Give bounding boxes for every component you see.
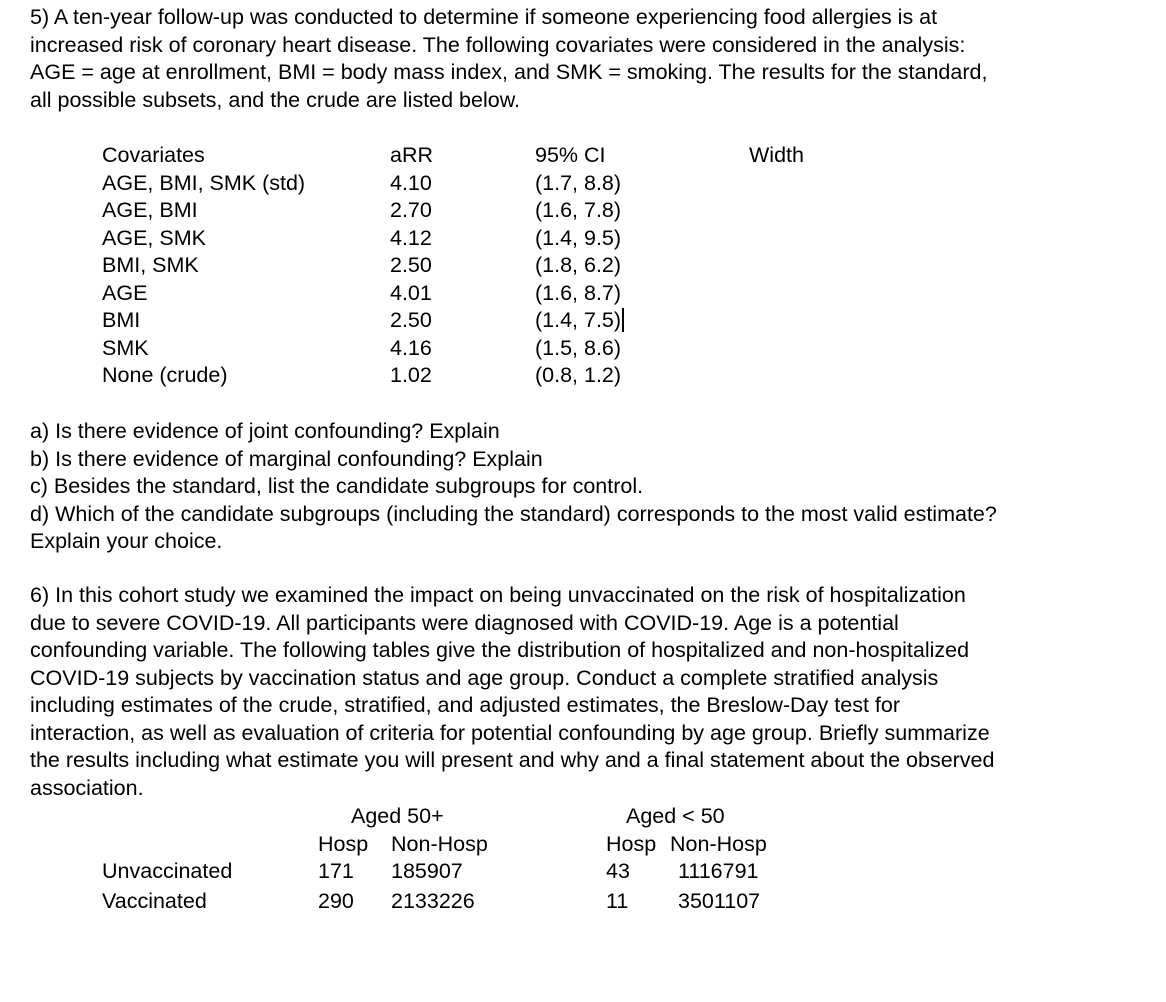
cell-arr: 2.70 (390, 198, 432, 222)
q6-line: including estimates of the crude, stratified, and adjusted estimates, the Breslow-Day test for (30, 693, 900, 717)
cell-width[interactable] (749, 280, 869, 308)
header-covariates: Covariates (102, 143, 205, 167)
table-row (102, 307, 869, 335)
cell-arr: 4.16 (390, 335, 432, 360)
subquestion-b: b) Is there evidence of marginal confounding? Explain (30, 446, 543, 471)
cell-width[interactable] (749, 307, 869, 335)
table-row (102, 225, 869, 253)
q5-intro (30, 4, 987, 114)
subquestion-d-cont: Explain your choice. (30, 529, 223, 553)
header-width: Width (749, 143, 804, 167)
group-title-aged-under-50: Aged < 50 (626, 804, 725, 828)
q5-line: AGE = age at enrollment, BMI = body mass index, and SMK = smoking. The results for the standard, (30, 60, 988, 84)
cell-width[interactable] (749, 170, 869, 198)
cell-ci: (1.5, 8.6) (535, 335, 622, 360)
cell-arr: 4.10 (390, 170, 432, 195)
table-row (102, 280, 869, 308)
q6-line: due to severe COVID-19. All participants were diagnosed with COVID-19. Age is a potential (30, 610, 899, 635)
cell-covariates: None (crude) (102, 363, 228, 387)
table-row (102, 335, 869, 363)
cell-arr: 1.02 (390, 363, 432, 387)
cell-arr: 2.50 (390, 308, 432, 332)
cell-ci-with-cursor (535, 307, 749, 335)
covariate-table (102, 142, 869, 390)
cell-ci: (0.8, 1.2) (535, 363, 622, 387)
covariate-table-header (102, 142, 869, 170)
cell-ci: (1.4, 9.5) (535, 225, 622, 250)
cell-vacc-hosp: 11 (606, 889, 629, 913)
q6-line: interaction, as well as evaluation of criteria for potential confounding by age group. Briefly summarize (30, 720, 990, 745)
q5-line: 5) A ten-year follow-up was conducted to determine if someone experiencing food allergies is at (30, 5, 938, 29)
cell-covariates: SMK (102, 335, 149, 360)
cell-ci: (1.8, 6.2) (535, 253, 622, 277)
q6-line: 6) In this cohort study we examined the impact on being unvaccinated on the risk of hospitalization (30, 583, 966, 607)
cell-width[interactable] (749, 225, 869, 253)
q5-line: increased risk of coronary heart disease. The following covariates were considered in the analysis: (30, 32, 966, 57)
cell-covariates: AGE, SMK (102, 225, 206, 250)
row-label-unvaccinated: Unvaccinated (102, 859, 233, 883)
q6-intro (30, 582, 994, 802)
header-ci: 95% CI (535, 143, 606, 167)
subquestion-a: a) Is there evidence of joint confounding? Explain (30, 419, 500, 443)
cell-ci: (1.4, 7.5) (535, 308, 622, 332)
cell-unvacc-nonhosp: 185907 (391, 859, 463, 883)
q5-line: all possible subsets, and the crude are listed below. (30, 87, 521, 112)
cell-covariates: AGE (102, 280, 148, 305)
cell-ci: (1.6, 8.7) (535, 280, 622, 305)
header-arr: aRR (390, 143, 434, 167)
col-nonhosp: Non-Hosp (391, 832, 488, 856)
row-label-vaccinated: Vaccinated (102, 889, 207, 913)
cell-arr: 4.01 (390, 280, 432, 305)
row-labels (102, 856, 232, 916)
q6-line: COVID-19 subjects by vaccination status and age group. Conduct a complete stratified analysis (30, 665, 939, 690)
cell-covariates: BMI, SMK (102, 253, 199, 277)
table-row (102, 197, 869, 225)
cell-vacc-hosp: 290 (318, 889, 354, 913)
cell-width[interactable] (749, 252, 869, 280)
cell-ci: (1.6, 7.8) (535, 198, 622, 222)
cell-width[interactable] (749, 335, 869, 363)
col-nonhosp: Non-Hosp (670, 832, 767, 856)
cell-width[interactable] (749, 362, 869, 390)
col-hosp: Hosp (318, 832, 369, 856)
cell-width[interactable] (749, 197, 869, 225)
table-row (102, 170, 869, 198)
cell-arr: 4.12 (390, 225, 432, 250)
table-row (102, 362, 869, 390)
cell-vacc-nonhosp: 2133226 (391, 889, 475, 913)
cell-covariates: BMI (102, 308, 141, 332)
cell-ci: (1.7, 8.8) (535, 170, 622, 195)
table-row (102, 252, 869, 280)
cell-unvacc-hosp: 171 (318, 859, 354, 883)
group-title-aged-50-plus: Aged 50+ (351, 804, 444, 828)
text-cursor (622, 308, 624, 332)
subquestion-d: d) Which of the candidate subgroups (including the standard) corresponds to the most valid estimate? (30, 501, 997, 526)
subquestion-c: c) Besides the standard, list the candidate subgroups for control. (30, 474, 644, 498)
q6-line: confounding variable. The following tables give the distribution of hospitalized and non-hospitalized (30, 638, 970, 662)
q6-line: association. (30, 775, 144, 800)
q5-subquestions (30, 418, 997, 556)
q6-line: the results including what estimate you will present and why and a final statement about the observed (30, 748, 995, 772)
cell-covariates: AGE, BMI (102, 198, 198, 222)
cell-covariates: AGE, BMI, SMK (std) (102, 170, 306, 195)
col-hosp: Hosp (606, 832, 657, 856)
cell-unvacc-hosp: 43 (606, 859, 630, 883)
cell-unvacc-nonhosp: 1116791 (678, 859, 759, 883)
cell-arr: 2.50 (390, 253, 432, 277)
cell-vacc-nonhosp: 3501107 (678, 889, 761, 913)
